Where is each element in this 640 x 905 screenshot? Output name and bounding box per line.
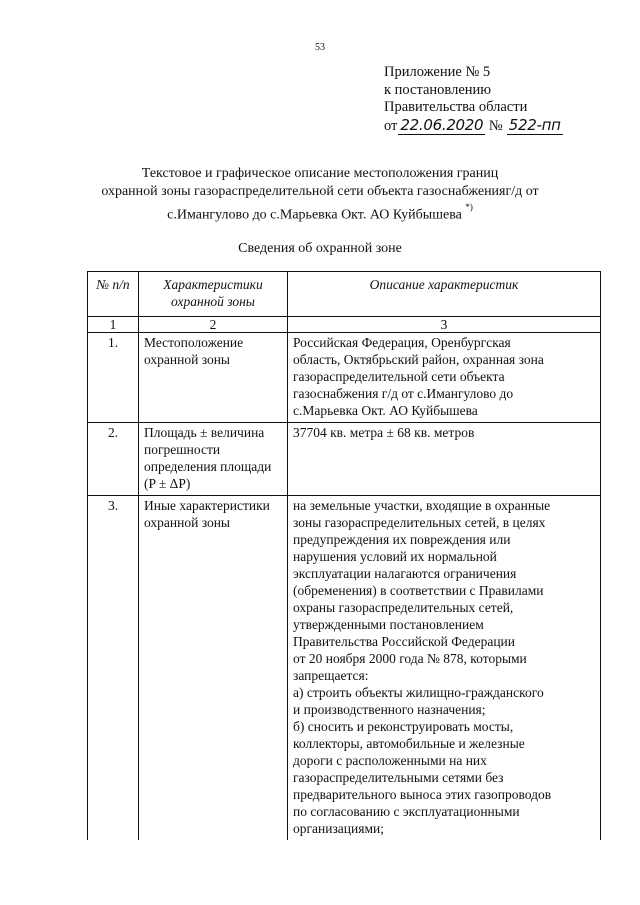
handwritten-date: 22.06.2020: [400, 115, 484, 134]
header-col-characteristic: Характеристики охранной зоны: [139, 272, 288, 317]
description-line: а) строить объекты жилищно-гражданского: [293, 685, 544, 700]
description-line: б) сносить и реконструировать мосты,: [293, 719, 514, 734]
number-prefix: №: [488, 117, 503, 134]
column-number: 3: [288, 317, 601, 333]
description-line: по согласованию с эксплуатационными: [293, 804, 520, 819]
zone-info-table: [87, 271, 601, 840]
description-line: Правительства Российской Федерации: [293, 634, 515, 649]
description-line: предупреждения их повреждения или: [293, 532, 511, 547]
row-number: 2.: [88, 423, 139, 496]
description-line: газораспределительными сетями без: [293, 770, 504, 785]
title-line-2: охранной зоны газораспределительной сети объекта газоснабженияг/д от: [101, 184, 539, 199]
appendix-block: [384, 64, 563, 135]
description-line: запрещается:: [293, 668, 369, 683]
description-line: эксплуатации налагаются ограничения: [293, 566, 517, 581]
row-number: 3.: [88, 496, 139, 841]
appendix-line-1: Приложение № 5: [384, 64, 491, 80]
description-line: охраны газораспределительных сетей,: [293, 600, 514, 615]
title-line-3: [60, 201, 580, 225]
description-line: с.Марьевка Окт. АО Куйбышева: [293, 403, 478, 418]
column-number-row: [88, 317, 601, 333]
description-line: 37704 кв. метра ± 68 кв. метров: [293, 425, 475, 440]
section-subtitle: Сведения об охранной зоне: [238, 241, 402, 256]
footnote-mark: *): [465, 202, 473, 212]
row-characteristic: Площадь ± величина погрешности определения площади (P ± ΔP): [139, 423, 288, 496]
description-line: газораспределительной сети объекта: [293, 369, 505, 384]
row-characteristic: Иные характеристики охранной зоны: [139, 496, 288, 841]
description-line: предварительного выноса этих газопроводов: [293, 787, 552, 802]
page-number: 53: [315, 42, 325, 53]
column-number: 1: [88, 317, 139, 333]
appendix-line-2: к постановлению: [384, 81, 492, 98]
description-line: коллекторы, автомобильные и железные: [293, 736, 525, 751]
table-row: [88, 333, 601, 423]
row-characteristic: Местоположение охранной зоны: [139, 333, 288, 423]
title-line-3-text: с.Имангулово до с.Марьевка Окт. АО Куйбышева: [167, 207, 462, 223]
row-description: [288, 423, 601, 496]
description-line: Российская Федерация, Оренбургская: [293, 335, 511, 350]
description-line: нарушения условий их нормальной: [293, 549, 497, 564]
description-line: дороги с расположенными на них: [293, 753, 487, 768]
description-line: (обременения) в соответствии с Правилами: [293, 583, 544, 598]
appendix-date-line: [384, 117, 563, 136]
column-number: 2: [139, 317, 288, 333]
description-line: область, Октябрьский район, охранная зона: [293, 352, 544, 367]
description-line: на земельные участки, входящие в охранные: [293, 498, 551, 513]
document-title: [60, 165, 580, 225]
date-prefix: от: [384, 117, 398, 134]
row-description: [288, 333, 601, 423]
description-line: утвержденными постановлением: [293, 617, 484, 632]
handwritten-number: 522-пп: [508, 115, 561, 134]
header-col-number: № п/п: [88, 272, 139, 317]
table-row: [88, 496, 601, 841]
description-line: и производственного назначения;: [293, 702, 486, 717]
header-col-description: Описание характеристик: [288, 272, 601, 317]
row-number: 1.: [88, 333, 139, 423]
title-line-1: Текстовое и графическое описание местоположения границ: [141, 166, 499, 181]
description-line: от 20 ноября 2000 года № 878, которыми: [293, 651, 527, 666]
description-line: газоснабжения г/д от с.Имангулово до: [293, 386, 514, 401]
appendix-line-3: Правительства области: [384, 99, 528, 115]
table-row: [88, 423, 601, 496]
description-line: организациями;: [293, 821, 384, 836]
description-line: зоны газораспределительных сетей, в целях: [293, 515, 546, 530]
row-description: [288, 496, 601, 841]
table-header-row: [88, 272, 601, 317]
